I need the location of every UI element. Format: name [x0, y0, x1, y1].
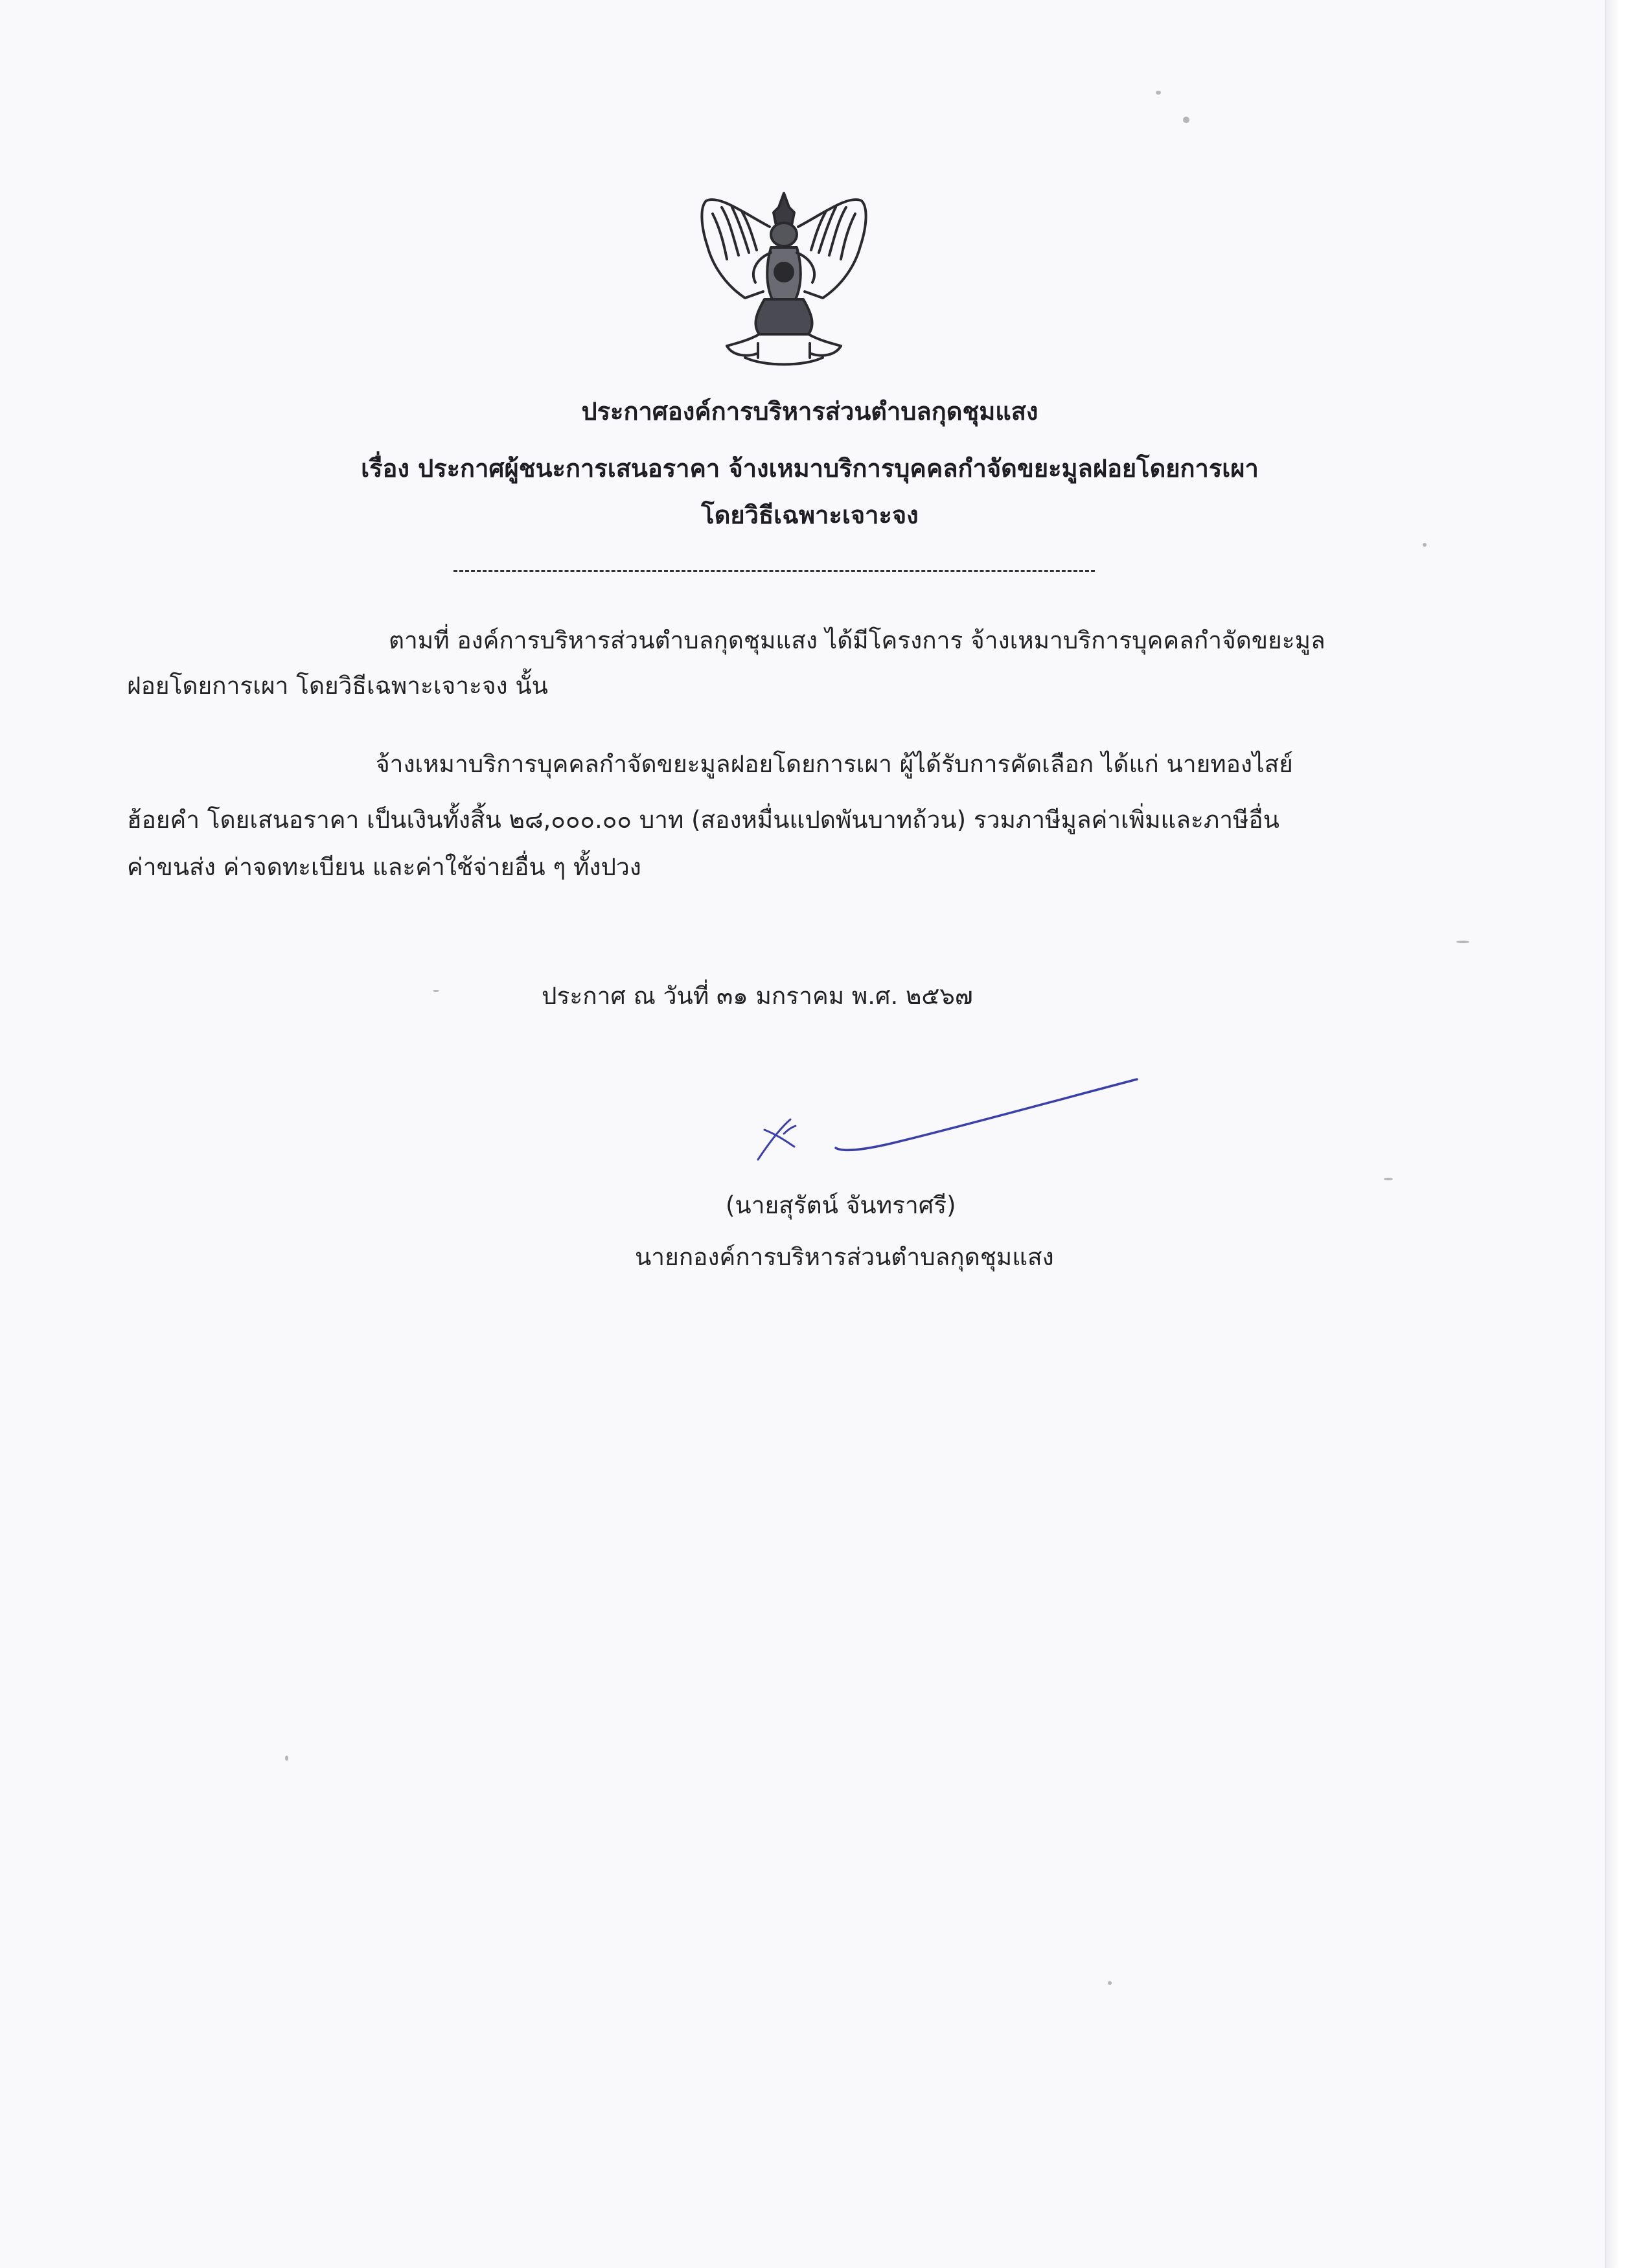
announcement-title: ประกาศองค์การบริหารส่วนตำบลกุดชุมแสง	[581, 397, 1038, 426]
scan-speck	[1423, 543, 1427, 547]
garuda-emblem-icon	[693, 188, 875, 376]
paragraph-1-line-2: ฝอยโดยการเผา โดยวิธีเฉพาะเจาะจง นั้น	[127, 672, 548, 700]
scan-speck	[1156, 91, 1161, 95]
announcement-method: โดยวิธีเฉพาะเจาะจง	[701, 501, 919, 529]
signatory-position: นายกองค์การบริหารส่วนตำบลกุดชุมแสง	[635, 1243, 1054, 1271]
paragraph-2-line-2: ฮ้อยคำ โดยเสนอราคา เป็นเงินทั้งสิ้น ๒๘,๐๐๐.๐๐ บาท (สองหมื่นแปดพันบาทถ้วน) รวมภาษีมูลค่าเพิ่มและภาษีอื่น	[127, 806, 1279, 834]
page-edge	[1605, 0, 1652, 2268]
separator-line	[453, 570, 1095, 572]
announcement-subject: เรื่อง ประกาศผู้ชนะการเสนอราคา จ้างเหมาบริการบุคคลกำจัดขยะมูลฝอยโดยการเผา	[361, 454, 1259, 483]
scan-speck	[285, 1756, 288, 1761]
scan-speck	[1456, 941, 1469, 943]
paragraph-1-line-1: ตามที่ องค์การบริหารส่วนตำบลกุดชุมแสง ได้มีโครงการ จ้างเหมาบริการบุคคลกำจัดขยะมูล	[389, 626, 1325, 654]
scan-speck	[1183, 117, 1189, 123]
signatory-name: (นายสุรัตน์ จันทราศรี)	[726, 1191, 956, 1219]
scan-speck	[1108, 1981, 1112, 1985]
announcement-date: ประกาศ ณ วันที่ ๓๑ มกราคม พ.ศ. ๒๕๖๗	[542, 982, 973, 1010]
paragraph-2-line-3: ค่าขนส่ง ค่าจดทะเบียน และค่าใช้จ่ายอื่น ๆ ทั้งปวง	[127, 853, 641, 881]
handwritten-signature	[745, 1062, 1147, 1179]
paragraph-2-line-1: จ้างเหมาบริการบุคคลกำจัดขยะมูลฝอยโดยการเผา ผู้ได้รับการคัดเลือก ได้แก่ นายทองไสย์	[376, 750, 1293, 778]
scan-speck	[433, 990, 439, 992]
scan-speck	[1384, 1178, 1393, 1180]
